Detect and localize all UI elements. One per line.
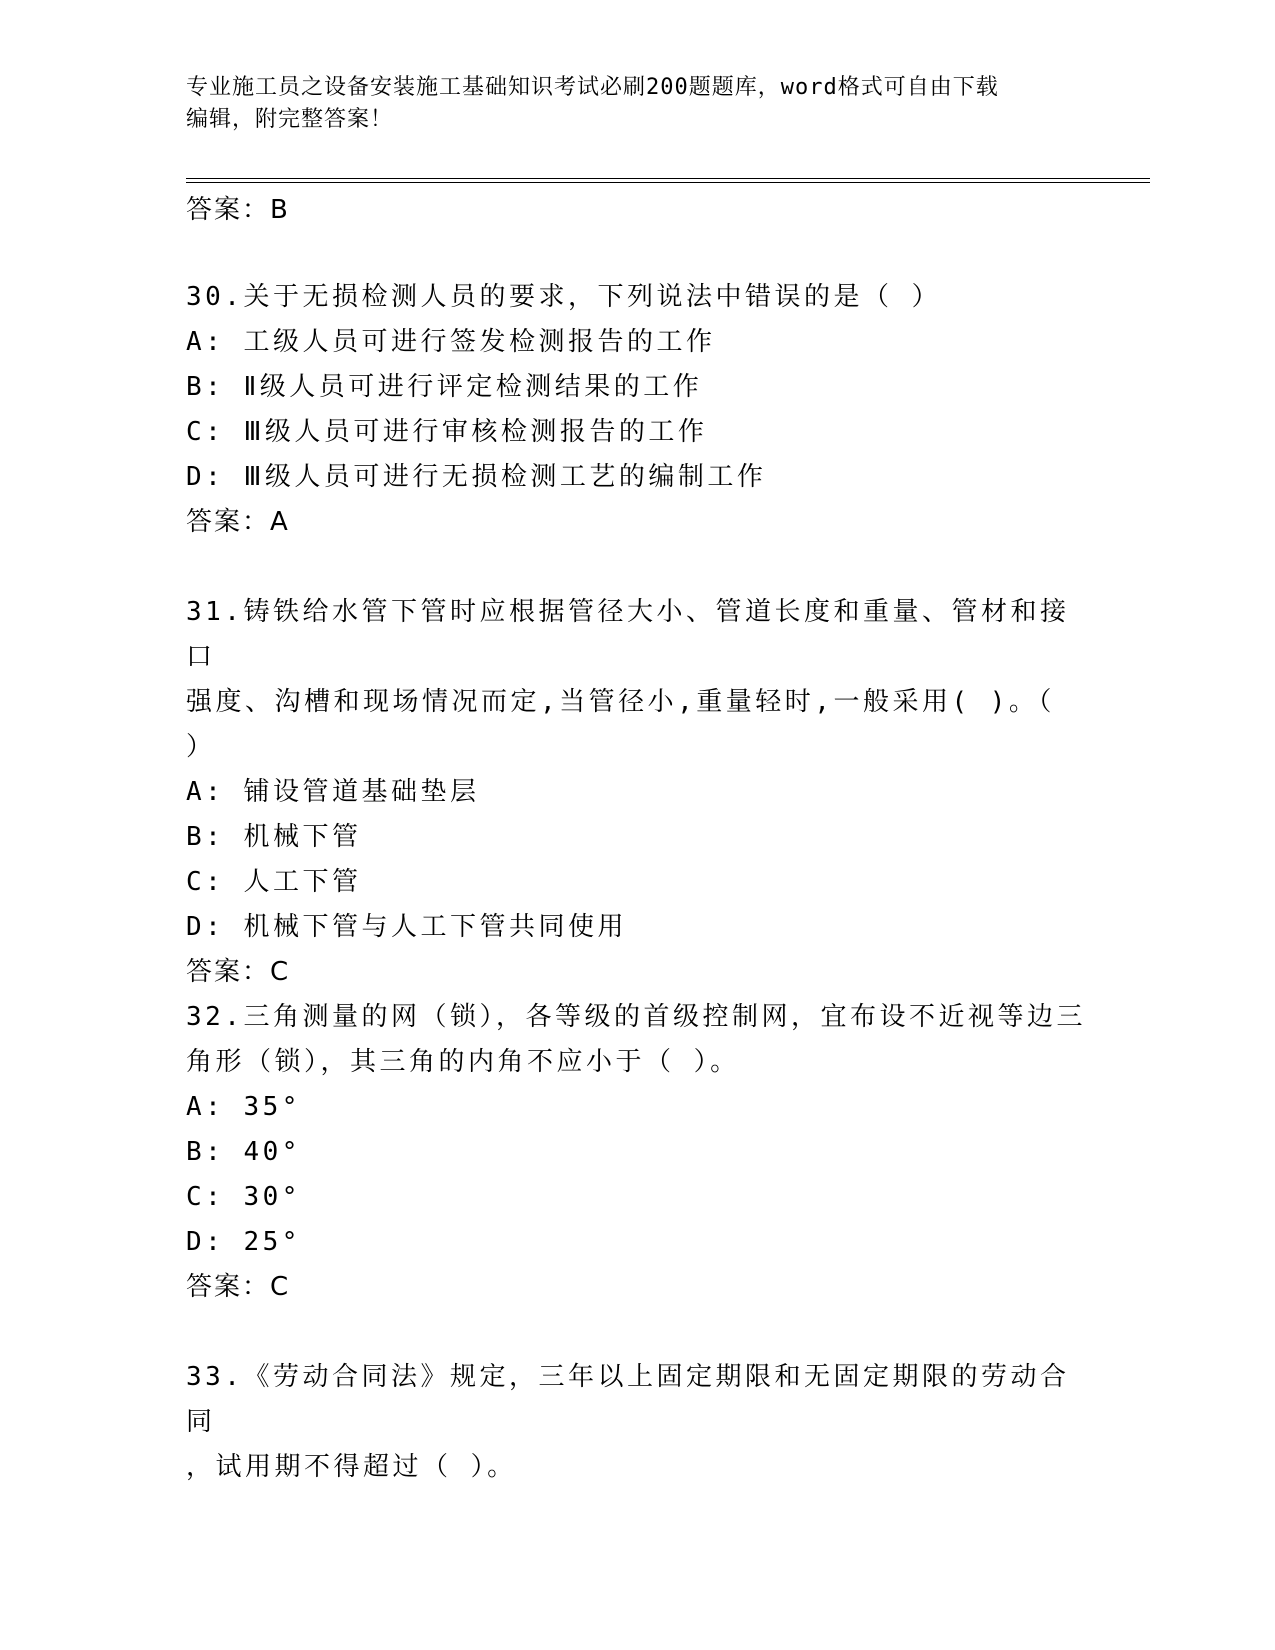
answer: 答案：C [186, 957, 291, 987]
option-d: D: 机械下管与人工下管共同使用 [186, 912, 627, 942]
header-line-2: 编辑，附完整答案！ [186, 107, 394, 132]
option-b: B: Ⅱ级人员可进行评定检测结果的工作 [186, 372, 703, 402]
question-31 [186, 590, 1086, 994]
question-text: 30.关于无损检测人员的要求，下列说法中错误的是（ ） [186, 282, 942, 312]
question-32 [186, 995, 1086, 1309]
question-text-line-2: 强度、沟槽和现场情况而定,当管径小,重量轻时,一般采用( )。（ [186, 687, 1055, 717]
question-text-line-2: 角形（锁），其三角的内角不应小于（ ）。 [186, 1047, 740, 1077]
question-text-line-1: 33.《劳动合同法》规定，三年以上固定期限和无固定期限的劳动合同 [186, 1362, 1070, 1437]
option-c: C: 人工下管 [186, 867, 362, 897]
option-d: D: 25° [186, 1227, 301, 1257]
answer-29: 答案：B [186, 195, 290, 225]
question-33 [186, 1355, 1086, 1490]
option-d: D: Ⅲ级人员可进行无损检测工艺的编制工作 [186, 462, 767, 492]
option-c: C: 30° [186, 1182, 301, 1212]
question-30 [186, 275, 1086, 544]
option-b: B: 机械下管 [186, 822, 362, 852]
question-text-line-2: ，试用期不得超过（ ）。 [186, 1452, 517, 1482]
answer: 答案：A [186, 507, 290, 537]
option-c: C: Ⅲ级人员可进行审核检测报告的工作 [186, 417, 708, 447]
header-divider [186, 178, 1150, 183]
header-line-1: 专业施工员之设备安装施工基础知识考试必刷200题题库，word格式可自由下载 [186, 75, 999, 100]
option-a: A: 工级人员可进行签发检测报告的工作 [186, 327, 716, 357]
question-text-line-1: 32.三角测量的网（锁），各等级的首级控制网，宜布设不近视等边三 [186, 1002, 1086, 1032]
question-text-line-3: ） [186, 732, 216, 762]
question-text-line-1: 31.铸铁给水管下管时应根据管径大小、管道长度和重量、管材和接口 [186, 597, 1070, 672]
option-a: A: 35° [186, 1092, 301, 1122]
answer: 答案：C [186, 1272, 291, 1302]
option-b: B: 40° [186, 1137, 301, 1167]
option-a: A: 铺设管道基础垫层 [186, 777, 480, 807]
document-header [186, 72, 1086, 136]
